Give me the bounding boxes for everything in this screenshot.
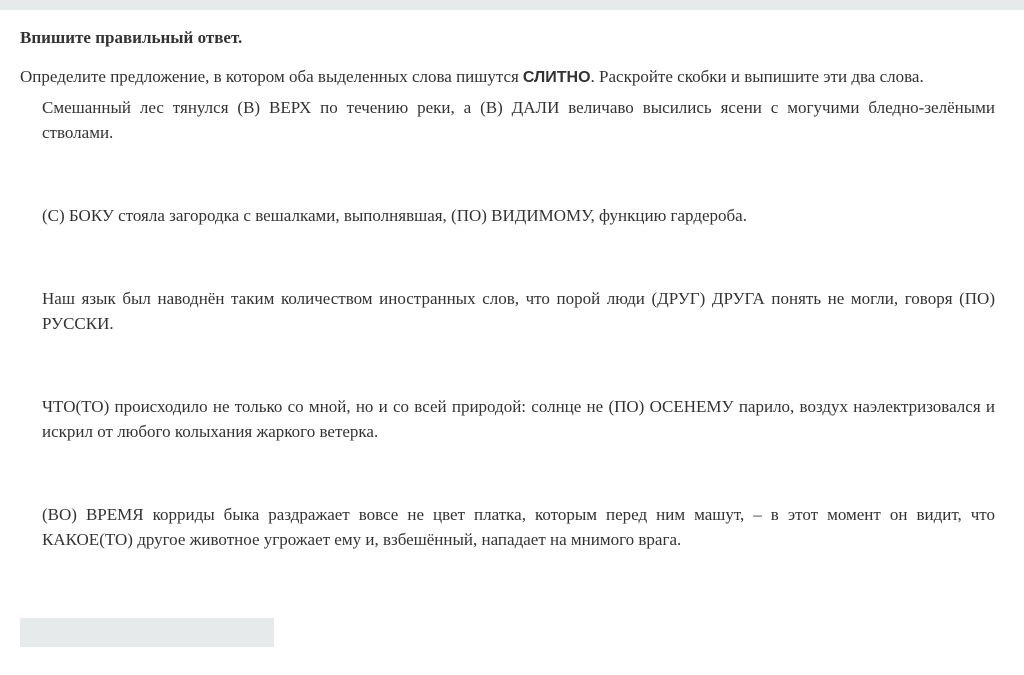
sentence-2: (С) БОКУ стояла загородка с вешалками, выполнявшая, (ПО) ВИДИМОМУ, функцию гардероба. (42, 206, 747, 225)
answer-input[interactable] (20, 618, 274, 647)
sentence-3: Наш язык был наводнён таким количеством иностранных слов, что порой люди (ДРУГ) ДРУГА понять не могли, говоря (ПО) РУССКИ. (42, 289, 995, 333)
task-text-before: Определите предложение, в котором оба выделенных слова пишутся (20, 67, 519, 86)
sentence-4: ЧТО(ТО) происходило не только со мной, но и со всей природой: солнце не (ПО) ОСЕНЕМУ парило, воздух наэлектризовался и искрил от любого колыхания жаркого ветерка. (42, 397, 995, 441)
top-bar (0, 0, 1024, 10)
sentence-5: (ВО) ВРЕМЯ корриды быка раздражает вовсе не цвет платка, которым перед ним машут, – в этот момент он видит, что КАКОЕ(ТО) другое животное угрожает ему и, взбешённый, нападает на мнимого врага. (42, 505, 995, 549)
instruction-heading: Впишите правильный ответ. (20, 28, 243, 47)
task-text (20, 67, 1010, 88)
task-emphasis: СЛИТНО (522, 69, 591, 86)
task-text-after: . Раскройте скобки и выпишите эти два слова. (590, 67, 924, 86)
sentence-1: Смешанный лес тянулся (В) ВЕРХ по течению реки, а (В) ДАЛИ величаво высились ясени с могучими бледно-зелёными стволами. (42, 98, 995, 142)
